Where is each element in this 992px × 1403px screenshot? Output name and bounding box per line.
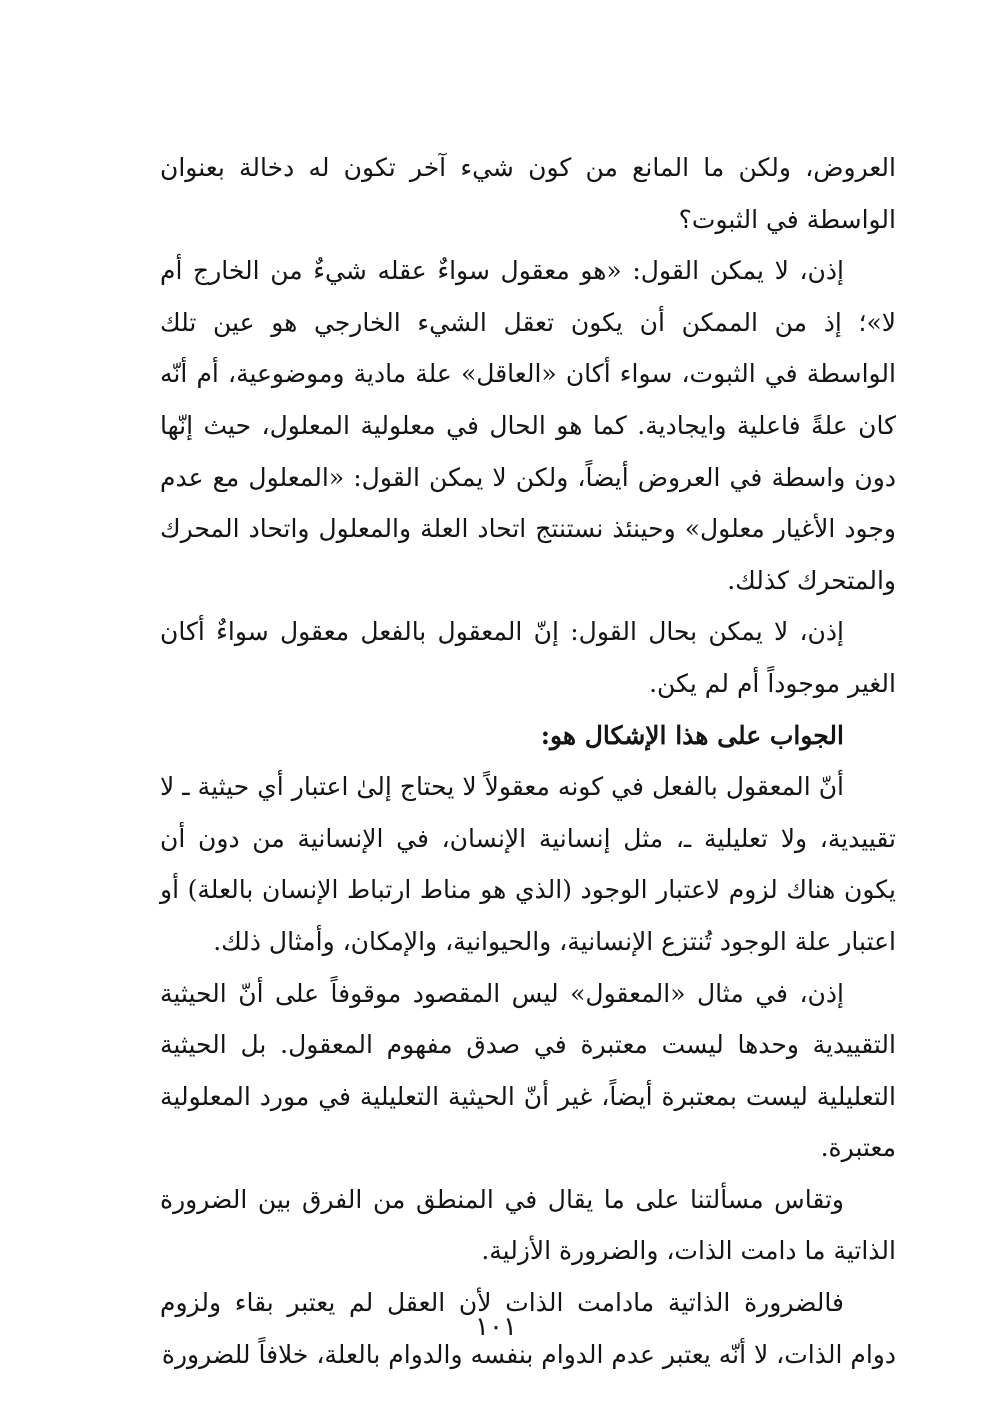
paragraph: فالضرورة الذاتية مادامت الذات لأن العقل لم يعتبر بقاء ولزوم دوام الذات، لا أنّه يعتبر عدم الدوام بنفسه والدوام بالعلة، خلافاً للضرورة	[160, 1288, 896, 1369]
paragraph: إذن، في مثال «المعقول» ليس المقصود موقوفاً على أنّ الحيثية التقييدية وحدها ليست معتبرة في صدق مفهوم المعقول. بل الحيثية التعليلية ليست بمعتبرة أيضاً، غير أنّ الحيثية التعليلية في مورد المعلولية معتبرة.	[160, 978, 896, 1163]
paragraph: أنّ المعقول بالفعل في كونه معقولاً لا يحتاج إلىٰ اعتبار أي حيثية ـ لا تقييدية، ولا تعليلية ـ، مثل إنسانية الإنسان، في الإنسانية من دون أن يكون هناك لزوم لاعتبار الوجود (الذي هو مناط ارتباط الإنسان بالعلة) أو اعتبار علة الوجود تُنتزع الإنسانية، والحيوانية، والإمكان، وأمثال ذلك.	[160, 772, 896, 956]
paragraph: وتقاس مسألتنا على ما يقال في المنطق من الفرق بين الضرورة الذاتية ما دامت الذات، والضرورة الأزلية.	[160, 1184, 896, 1266]
body-text	[160, 142, 896, 1380]
page-number: ١٠١	[475, 1312, 517, 1342]
paragraph-continuation: العروض، ولكن ما المانع من كون شيء آخر تكون له دخالة بعنوان الواسطة في الثبوت؟	[160, 153, 896, 234]
paragraph: إذن، لا يمكن بحال القول: إنّ المعقول بالفعل معقول سواءٌ أكان الغير موجوداً أم لم يكن.	[160, 617, 896, 698]
paragraph: إذن، لا يمكن القول: «هو معقول سواءٌ عقله شيءٌ من الخارج أم لا»؛ إذ من الممكن أن يكون تعقل الشيء الخارجي هو عين تلك الواسطة في الثبوت، سواء أكان «العاقل» علة مادية وموضوعية، أم أنّه كان علةً فاعلية وايجادية. كما هو الحال في معلولية المعلول، حيث إنّها دون واسطة في العروض أيضاً، ولكن لا يمكن القول: «المعلول مع عدم وجود الأغيار معلول» وحينئذ نستنتج اتحاد العلة والمعلول واتحاد المحرك والمتحرك كذلك.	[160, 256, 896, 595]
section-heading: الجواب على هذا الإشكال هو:	[540, 720, 844, 750]
